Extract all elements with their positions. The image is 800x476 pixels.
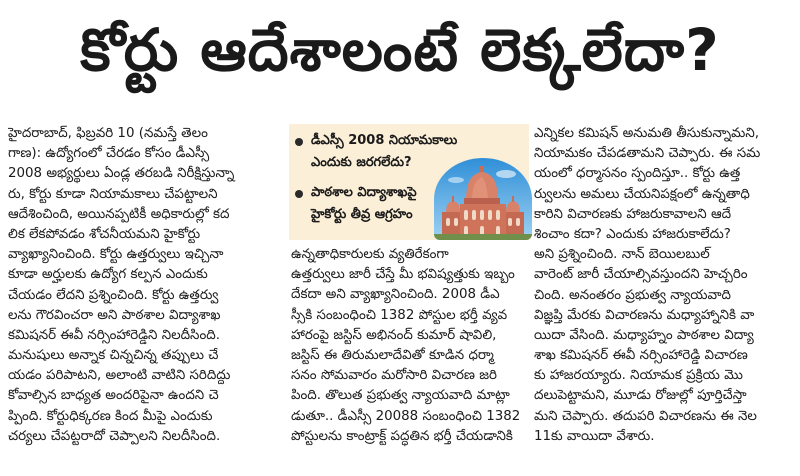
highlight-item <box>295 130 457 174</box>
article-text-line: వారెంట్ జారీ చేయాల్సివస్తుందని హెచ్చరిం <box>534 267 748 283</box>
article-text-line: పోస్టులను కాంట్రాక్ట్ పద్ధతిన భర్తీ చేయడానికి <box>291 428 513 444</box>
article-text-line: ఆదేశించింది, అయినప్పటికీ అధికారుల్లో కద <box>8 206 230 222</box>
article-text-line: హైదరాబాద్, ఫిబ్రవరి 10 (నమస్తే తెలం <box>8 126 208 141</box>
article-text-line: రు, కోర్టు కూడా నియామకాలు చేపట్టాలని <box>8 186 218 202</box>
article-text-line: డుతూ.. డీఎస్సీ 20088 సంబంధించి 1382 <box>291 408 521 424</box>
article-text-line: పింది. తొలుత ప్రభుత్వ న్యాయవాది మాట్లా <box>291 388 510 404</box>
article-text-line: ప్పింది. కోర్టుధిక్కరణ కింద మీపై ఎందుకు <box>8 408 213 424</box>
article-text-line: ఉన్నతాధికారులకు వ్యతిరేకంగా <box>291 247 449 262</box>
bullet-icon <box>295 190 303 198</box>
article-text-line: కారిని విచారణకు హాజరుకావాలని ఆదే <box>534 206 732 222</box>
article-text-line: చర్యలు చేపట్టరాదో చెప్పాలని నిలదీసింది. <box>8 428 221 444</box>
article-text-line: దేకదా అని వ్యాఖ్యానించింది. 2008 డీఎ <box>291 287 500 303</box>
article-text-line: శాఖ కమిషనర్ ఈవీ నర్సింహారెడ్డి విచారణ <box>534 348 748 364</box>
article-text-line: దలుపెట్టామని, మూడు రోజుల్లో పూర్తిచేస్తా <box>534 388 747 404</box>
article-text-line: ఉత్తర్వులు జారీ చేస్తే మీ భవిష్యత్తుకు ఇబ్బం <box>291 267 515 283</box>
article-text-line: స్సీకి సంబంధించి 1382 పోస్టుల భర్తీ వ్యవ <box>291 307 508 323</box>
article-text-line: హారంపై జస్టిస్ అభినంద్ కుమార్ షావిలి, <box>291 327 497 343</box>
highlight-line: డీఎస్సీ 2008 నియామకాలు <box>311 133 458 148</box>
article-text-line: విజ్ఞప్తి మేరకు విచారణను మధ్యాహ్నానికి వా <box>534 307 755 323</box>
article-text-line: లను గౌరవించరా అని పాఠశాల విద్యాశాఖ <box>8 307 221 323</box>
article-text-line: లిక లేకపోవడం శోచనీయమని హైకోర్టు <box>8 226 201 242</box>
article-text-line: 2008 అభ్యర్థులు ఏండ్ల తరబడి నిరీక్షిస్తున్నా <box>8 166 235 182</box>
headline: కోర్టు ఆదేశాలంటే లెక్కలేదా? <box>80 15 720 84</box>
article-text-line: మనుషులు అన్నాక చిన్నచిన్న తప్పులు చే <box>8 348 219 364</box>
article-column-middle <box>291 245 524 447</box>
highlight-line: పాఠశాల విద్యాశాఖపై <box>311 185 417 200</box>
article-column-right <box>534 124 792 447</box>
article-text-line: మని చెప్పారు. తదుపరి విచారణను ఈ నెల <box>534 408 757 424</box>
article-text-line: సనం సోమవారం మరోసారి విచారణ జరి <box>291 368 497 384</box>
article-text-line: గాణ): ఉద్యోగంలో చేరడం కోసం డీఎస్సీ <box>8 146 210 162</box>
bullet-icon <box>295 138 303 146</box>
high-court-building-image <box>434 158 532 240</box>
article-text-line: కు హాజరయ్యారు. నియామక ప్రక్రియ మొ <box>534 368 743 384</box>
article-text-line: యడం పరిపాటని, అలాంటి వాటిని సరిదిద్దు <box>8 368 231 384</box>
article-text-line: కూడా అర్హులకు ఉద్యోగ కల్పన ఎందుకు <box>8 267 208 283</box>
article-text-line: జస్టిస్ ఈ తిరుమలాదేవితో కూడిన ధర్మా <box>291 347 494 363</box>
article-text-line: కమిషనర్ ఈవీ నర్సింహారెడ్డిని నిలదీసింది. <box>8 327 220 343</box>
article-text-line: చేయడం లేదని ప్రశ్నించింది. కోర్టు ఉత్తర్వు <box>8 287 219 303</box>
article-text-line: 11కు వాయిదా వేశారు. <box>534 428 655 444</box>
article-text-line: శించాం కదా? ఎందుకు హాజరుకాలేదు? <box>534 226 731 242</box>
article-text-line: చింది. అనంతరం ప్రభుత్వ న్యాయవాది <box>534 287 732 303</box>
highlight-line: ఎందుకు జరగలేదు? <box>311 155 412 170</box>
article-text-line: ఎన్నికల కమిషన్ అనుమతి తీసుకున్నామని, <box>534 126 759 141</box>
highlight-line: హైకోర్టు తీవ్ర ఆగ్రహం <box>311 207 413 222</box>
article-text-line: యంలో ధర్మాసనం స్పందిస్తూ.. కోర్టు ఉత్త <box>534 166 741 182</box>
article-column-left <box>8 124 284 447</box>
article-text-line: ర్వులను అమలు చేయనిపక్షంలో ఉన్నతాధి <box>534 186 750 202</box>
article-text-line: అని ప్రశ్నించింది. నాన్ బెయిలబుల్ <box>534 247 710 263</box>
article-text-line: యిదా వేసింది. మధ్యాహ్నం పాఠశాల విద్యా <box>534 327 754 343</box>
article-text-line: నియామకం చేపడతామని చెప్పారు. ఈ సమ <box>534 146 761 162</box>
highlight-item <box>295 182 417 226</box>
article-text-line: కోవాల్సిన బాధ్యత అందరిపైనా ఉందని చె <box>8 388 219 404</box>
article-text-line: వ్యాఖ్యానించింది. కోర్టు ఉత్తర్వులు ఇచ్చినా <box>8 247 224 263</box>
